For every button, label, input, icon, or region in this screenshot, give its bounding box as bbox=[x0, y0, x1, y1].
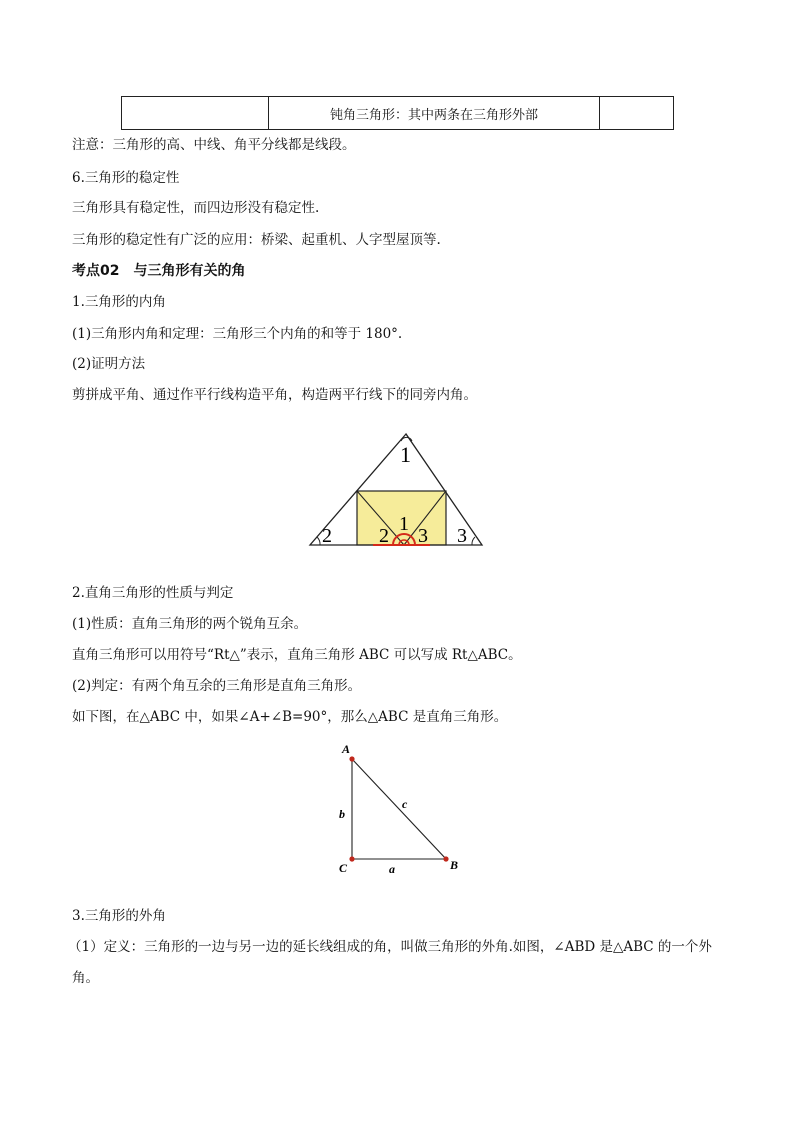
paragraph: 三角形的稳定性有广泛的应用：桥梁、起重机、人字型屋顶等. bbox=[72, 232, 441, 248]
paragraph: 角。 bbox=[72, 970, 99, 986]
paragraph: (2)证明方法 bbox=[72, 356, 146, 372]
key-point-heading: 考点02 与三角形有关的角 bbox=[72, 263, 246, 279]
vertex-b-label: B bbox=[450, 858, 459, 872]
angle-label-3-right: 3 bbox=[457, 525, 467, 547]
angle-label-2-left: 2 bbox=[322, 525, 332, 547]
vertex-a-label: A bbox=[342, 742, 351, 756]
paragraph: 直角三角形可以用符号“Rt△”表示，直角三角形 ABC 可以写成 Rt△ABC。 bbox=[72, 647, 522, 663]
table-row bbox=[122, 97, 674, 130]
angle-label-3-center: 3 bbox=[418, 525, 428, 547]
triangle-altitude-table bbox=[121, 96, 674, 130]
table-cell: 钝角三角形：其中两条在三角形外部 bbox=[269, 97, 600, 130]
angle-label-1-apex: 1 bbox=[400, 442, 411, 467]
section-title: 3.三角形的外角 bbox=[72, 908, 166, 924]
paragraph: (1)三角形内角和定理：三角形三个内角的和等于 180°. bbox=[72, 326, 403, 342]
angle-label-1-center: 1 bbox=[399, 513, 409, 535]
section-title: 2.直角三角形的性质与判定 bbox=[72, 585, 234, 601]
side-b-label: b bbox=[339, 807, 345, 821]
right-angle-arc bbox=[472, 537, 475, 545]
section-title: 1.三角形的内角 bbox=[72, 294, 166, 310]
paragraph: 剪拼成平角、通过作平行线构造平角，构造两平行线下的同旁内角。 bbox=[72, 387, 477, 403]
side-a-label: a bbox=[389, 862, 395, 876]
section-title: 6.三角形的稳定性 bbox=[72, 170, 180, 186]
paragraph: (2)判定：有两个角互余的三角形是直角三角形。 bbox=[72, 678, 362, 694]
paragraph: 三角形具有稳定性，而四边形没有稳定性. bbox=[72, 200, 320, 216]
vertex-a-point bbox=[349, 756, 354, 761]
angle-label-2-center: 2 bbox=[379, 525, 389, 547]
note-paragraph: 注意：三角形的高、中线、角平分线都是线段。 bbox=[72, 137, 356, 153]
vertex-c-point bbox=[349, 856, 354, 861]
vertex-b-point bbox=[443, 856, 448, 861]
paragraph: 如下图，在△ABC 中，如果∠A+∠B=90°，那么△ABC 是直角三角形。 bbox=[72, 709, 508, 725]
paragraph: (1)性质：直角三角形的两个锐角互余。 bbox=[72, 616, 308, 632]
left-angle-arc bbox=[317, 537, 320, 545]
side-c-label: c bbox=[402, 797, 408, 811]
angle-sum-proof-figure bbox=[300, 428, 490, 552]
table-cell bbox=[600, 97, 674, 130]
table-cell bbox=[122, 97, 269, 130]
vertex-c-label: C bbox=[339, 861, 348, 875]
triangle-abc bbox=[352, 759, 446, 859]
paragraph: （1）定义：三角形的一边与另一边的延长线组成的角，叫做三角形的外角.如图，∠ABD 是△ABC 的一个外 bbox=[68, 939, 712, 955]
right-triangle-figure bbox=[330, 740, 470, 880]
